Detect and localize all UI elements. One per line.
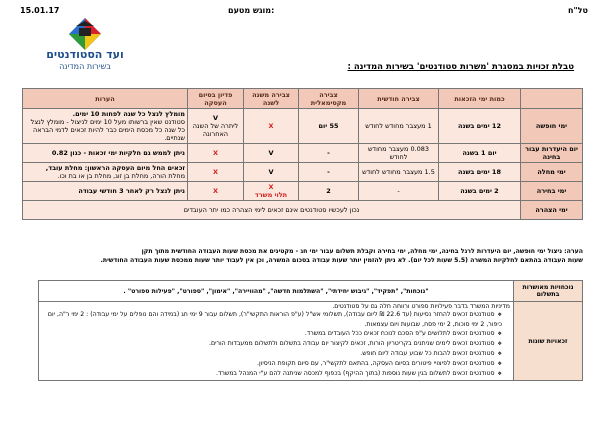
monthly-cell: 1.5 מעצבר מחודש לחודש [359, 163, 439, 182]
quota-cell: 12 ימים בשנה [439, 109, 521, 144]
benefits-table [38, 280, 583, 381]
notes-bold: ניתן לנצל רק לאחר 3 חודשי עבודה [78, 187, 185, 195]
max-cell: 55 יום [299, 109, 359, 144]
footnote-line: שעות העבודה בהתאם לחלקיות המשרה (5.5 שעות לכל יום). לא ניתן להזמין יותר שעות עבודה בסכום המשרה, וכן אין לעבוד יותר שעות ממכסת שעות העבודה החודשית. [100, 256, 583, 264]
carry-cell: V [244, 163, 299, 182]
redeem-value: V [212, 114, 219, 122]
rights-table-header [23, 89, 583, 109]
list-item: ❖ סטודנטים זכאים לפיצויי פיטורים בסיום העסקה, בהתאם לתקשי"ר, עם סיום תקופת הניסיון. [42, 359, 502, 369]
notes-cell [23, 163, 188, 182]
logo-name: ועד הסטודנטים [46, 48, 124, 61]
notes-bold: מומלץ לנצל כל שנה לפחות 10 ימים. [72, 110, 185, 118]
activities-list: "נוכחות", "תפקיד", "גיבוש יחידתי", "השתלמות חדשה", "מהוויירה", "אימון", "ספורט", "פעילות ספורט" . [39, 281, 514, 302]
benefits-content [39, 302, 514, 381]
carry-cell: X [244, 109, 299, 144]
row-label: ימי בחירה [521, 182, 583, 201]
max-cell: - [299, 144, 359, 163]
quota-cell: יום 1 בשנה [439, 144, 521, 163]
benefits-intro: מדיניות המשרד בדבר פעילויות ספורט ורווחה חלה גם על סטודנטים. [332, 303, 510, 310]
column-header [521, 89, 583, 109]
column-header: כמות ימי הזכאות [439, 89, 521, 109]
redeem-cell: X [188, 182, 244, 201]
redeem-note: ליתרה של השנה האחרונה [192, 122, 239, 138]
carry-cell [244, 182, 299, 201]
carry-note: תלוי משרד [254, 191, 288, 199]
monthly-cell: - [359, 182, 439, 201]
merged-cell: נכון לעכשיו סטודנטים אינם זכאים לימי הצהרה כמו יתר העובדים [23, 201, 521, 220]
carry-value: X [268, 183, 274, 191]
column-header: הערות [23, 89, 188, 109]
carry-cell: V [244, 144, 299, 163]
notes-cell [23, 109, 188, 144]
rights-table [22, 88, 583, 220]
table-row [23, 144, 583, 163]
quota-cell: 18 ימים בשנה [439, 163, 521, 182]
category-header: נוכחויות מאושרות בתשלום [514, 281, 583, 302]
notes-cell [23, 144, 188, 163]
row-label: ימי מחלה [521, 163, 583, 182]
max-cell: - [299, 163, 359, 182]
section-name: זכאויות שונות [514, 302, 583, 381]
column-header: צבירה מקסימאלית [299, 89, 359, 109]
notes-bold: זכאים החל מיום העסקה הראשון: מחלת עובד, [45, 164, 185, 172]
row-label: ימי חופשה [521, 109, 583, 144]
monthly-cell: 1 מעצבר מחודש לחודש [359, 109, 439, 144]
logo-tagline: בשירות המדינה [59, 62, 111, 71]
benefits-header-row [39, 281, 583, 302]
max-cell: 2 [299, 182, 359, 201]
header-mark: טל"ח [568, 6, 588, 15]
footnote [22, 248, 583, 265]
footnote-line: הערה: ניצול ימי חופשה, יום היעדרות לרגל בחינה, ימי מחלה, ימי בחירה וקבלת תשלום עבור ימי חג - מקטינים את מכסת שעות העבודה החודשית מתוך תקן [141, 248, 583, 255]
column-header: פדיון בסיום העסקה [188, 89, 244, 109]
table-row [23, 182, 583, 201]
list-item: ❖ סטודנטים זכאים לימים שניתנים בקריטריון הורות, זכאים לקיצור יום עבודה בתשלום ולתשלום ממעבדות הורים. [42, 339, 502, 349]
benefits-row [39, 302, 583, 381]
row-label: יום היעדרות עבור בחינה [521, 144, 583, 163]
redeem-cell [188, 109, 244, 144]
redeem-cell: X [188, 144, 244, 163]
submitted-by-label: מוגש מטעם: [228, 6, 275, 15]
row-label: ימי הצהרה [521, 201, 583, 220]
notes-bold: ניתן לממש גם חלקיות ימי זכאות - כגון 0.82 [51, 149, 185, 157]
page-title: טבלת זכויות במסגרת 'משרות סטודנטים' בשירות המדינה : [347, 62, 574, 72]
column-header: צבירה חודשית [359, 89, 439, 109]
list-item: ❖ סטודנטים זכאים לתשלום בגין שעות נוספות (בתוך ההיקף) בכפוף למכסה שניתנה להם ע"י המנהל במשרד. [42, 369, 502, 379]
monthly-cell: 0.083 מעצבר מחודש לחודש [359, 144, 439, 163]
quota-cell: 2 ימים בשנה [439, 182, 521, 201]
document-date: 15.01.17 [20, 6, 60, 15]
column-header: צבירה משנה לשנה [244, 89, 299, 109]
list-item: ❖ סטודנטים זכאים לתלושים ע"פ הסכם לנוכח זכאים ככל העובדים במשרד. [42, 329, 502, 339]
notes-text: מחלת הורה, מחלת בן זוג, מחלת בן או בת וכו. [57, 172, 185, 180]
notes-text: סטודנט שאין ברשותו מעל 10 ימים לניצול - מומלץ לנצל כל שנה כל מכסת הימים כבר להיות זכאים לדמי הבראה שנתיים. [30, 118, 185, 142]
redeem-cell: X [188, 163, 244, 182]
list-item: ❖ סטודנטים זכאים להחזר נסיעות (עד 22.6 ₪ ליום עבודה), תשלומי אש"ל (ע"פ הוראות התקשי"ר), תשלום עבור 9 ימי חג (במידה והם נופלים על ימי עבודה) : 2 ימי ר"ה, יום כיפור, 2 ימי סוכות, 2 ימי פסח, שבועות ויום עצמאות. [42, 310, 502, 329]
notes-cell [23, 182, 188, 201]
table-row [23, 109, 583, 144]
table-row [23, 163, 583, 182]
list-item: ❖ סטודנטים זכאים להבות כל שבוע עבודה ליום חופש. [42, 349, 502, 359]
table-row [23, 201, 583, 220]
benefits-list [42, 310, 510, 379]
